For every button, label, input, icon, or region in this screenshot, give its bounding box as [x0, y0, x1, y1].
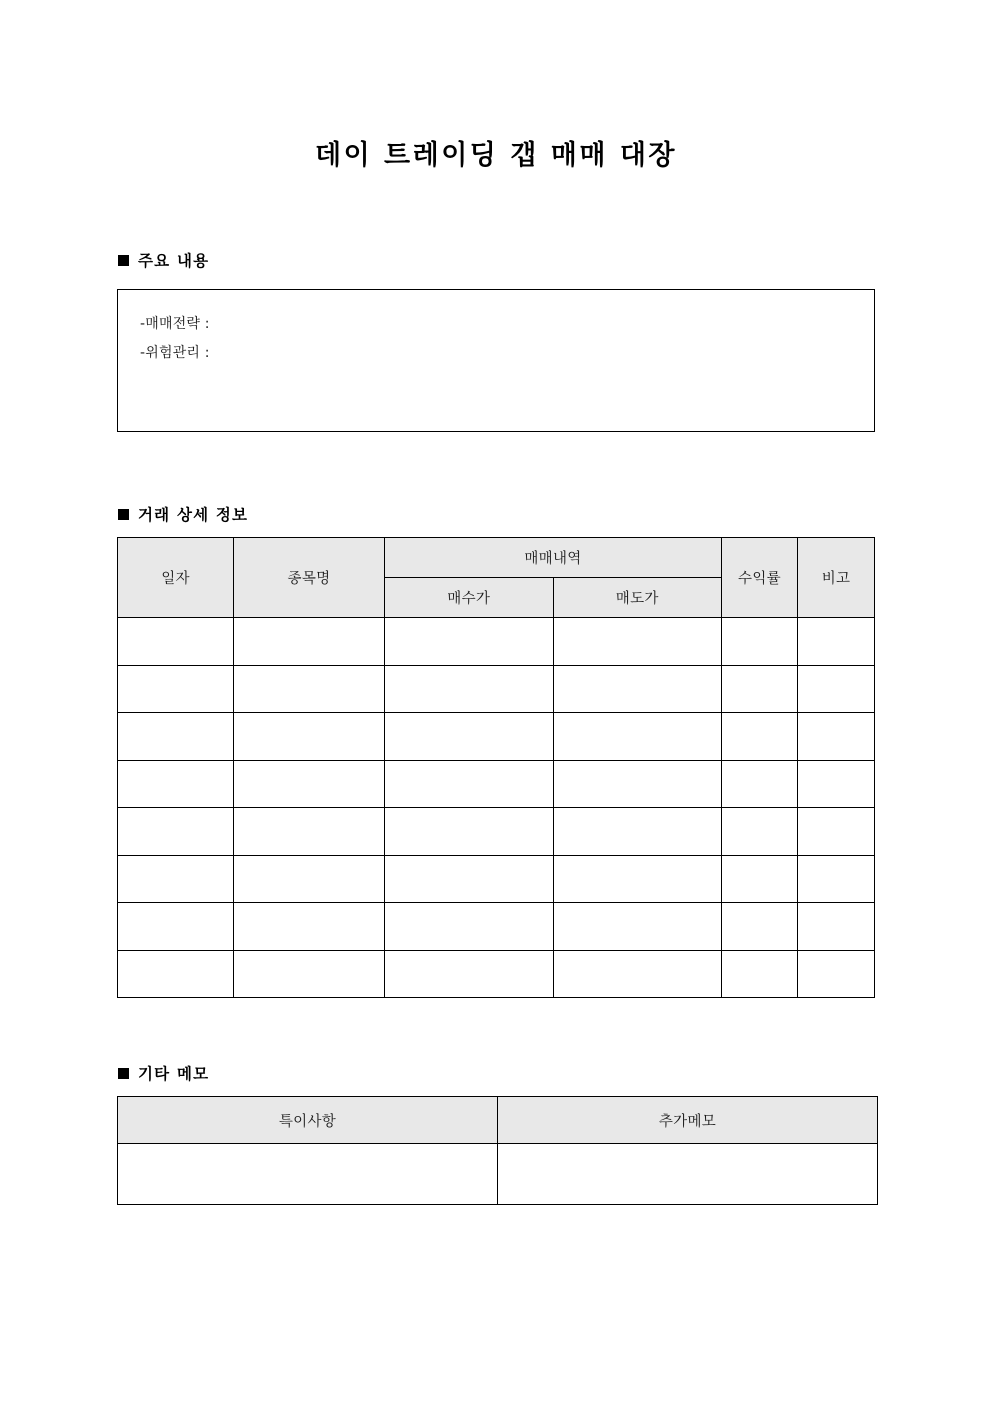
- table-header-row-top: [118, 538, 875, 578]
- cell-buy-price[interactable]: [385, 855, 554, 903]
- cell-return-rate[interactable]: [722, 950, 798, 998]
- cell-return-rate[interactable]: [722, 903, 798, 951]
- cell-stock-name[interactable]: [234, 665, 385, 713]
- table-row: [118, 808, 875, 856]
- cell-sell-price[interactable]: [553, 665, 722, 713]
- cell-sell-price[interactable]: [553, 950, 722, 998]
- table-row: [118, 950, 875, 998]
- cell-note[interactable]: [798, 903, 875, 951]
- cell-return-rate[interactable]: [722, 713, 798, 761]
- cell-note[interactable]: [798, 713, 875, 761]
- trade-detail-table: [117, 537, 875, 998]
- cell-stock-name[interactable]: [234, 950, 385, 998]
- column-header-trade-history: 매매내역: [385, 538, 722, 578]
- square-bullet-icon: [118, 1068, 129, 1079]
- memo-table-head: [118, 1097, 878, 1144]
- cell-sell-price[interactable]: [553, 855, 722, 903]
- cell-date[interactable]: [118, 760, 234, 808]
- cell-date[interactable]: [118, 903, 234, 951]
- cell-date[interactable]: [118, 665, 234, 713]
- cell-return-rate[interactable]: [722, 808, 798, 856]
- cell-date[interactable]: [118, 950, 234, 998]
- cell-return-rate[interactable]: [722, 618, 798, 666]
- cell-buy-price[interactable]: [385, 950, 554, 998]
- cell-stock-name[interactable]: [234, 808, 385, 856]
- cell-stock-name[interactable]: [234, 903, 385, 951]
- table-row: [118, 665, 875, 713]
- cell-return-rate[interactable]: [722, 760, 798, 808]
- cell-note[interactable]: [798, 760, 875, 808]
- section-heading-overview-label: 주요 내용: [138, 252, 210, 270]
- section-heading-trade-detail: [118, 503, 248, 525]
- column-header-date: 일자: [118, 538, 234, 618]
- overview-line-strategy: -매매전략 :: [140, 316, 210, 332]
- column-header-additional-memo: 추가메모: [498, 1097, 878, 1144]
- cell-note[interactable]: [798, 950, 875, 998]
- section-heading-memo: [118, 1062, 209, 1084]
- trade-table-head: [118, 538, 875, 618]
- table-row: [118, 855, 875, 903]
- cell-note[interactable]: [798, 808, 875, 856]
- cell-buy-price[interactable]: [385, 665, 554, 713]
- cell-stock-name[interactable]: [234, 855, 385, 903]
- cell-sell-price[interactable]: [553, 903, 722, 951]
- section-heading-overview: [118, 249, 209, 271]
- cell-buy-price[interactable]: [385, 760, 554, 808]
- cell-return-rate[interactable]: [722, 855, 798, 903]
- memo-table: [117, 1096, 878, 1205]
- section-heading-trade-detail-label: 거래 상세 정보: [138, 506, 249, 524]
- cell-stock-name[interactable]: [234, 760, 385, 808]
- table-row: [118, 713, 875, 761]
- cell-sell-price[interactable]: [553, 760, 722, 808]
- overview-line-risk: -위험관리 :: [140, 345, 210, 361]
- square-bullet-icon: [118, 509, 129, 520]
- cell-additional-memo[interactable]: [498, 1144, 878, 1205]
- square-bullet-icon: [118, 255, 129, 266]
- column-header-note: 비고: [798, 538, 875, 618]
- table-row: [118, 760, 875, 808]
- cell-sell-price[interactable]: [553, 618, 722, 666]
- column-header-buy-price: 매수가: [385, 578, 554, 618]
- cell-special-notes[interactable]: [118, 1144, 498, 1205]
- table-row: [118, 903, 875, 951]
- cell-note[interactable]: [798, 665, 875, 713]
- section-heading-memo-label: 기타 메모: [138, 1065, 210, 1083]
- table-header-row: [118, 1097, 878, 1144]
- table-row: [118, 1144, 878, 1205]
- cell-date[interactable]: [118, 855, 234, 903]
- cell-buy-price[interactable]: [385, 713, 554, 761]
- trade-table-body: [118, 618, 875, 998]
- cell-note[interactable]: [798, 855, 875, 903]
- column-header-stock-name: 종목명: [234, 538, 385, 618]
- cell-date[interactable]: [118, 618, 234, 666]
- table-row: [118, 618, 875, 666]
- overview-textbox[interactable]: [117, 289, 875, 432]
- cell-stock-name[interactable]: [234, 713, 385, 761]
- cell-buy-price[interactable]: [385, 618, 554, 666]
- cell-sell-price[interactable]: [553, 808, 722, 856]
- cell-date[interactable]: [118, 808, 234, 856]
- column-header-sell-price: 매도가: [553, 578, 722, 618]
- cell-buy-price[interactable]: [385, 903, 554, 951]
- cell-sell-price[interactable]: [553, 713, 722, 761]
- page-title: 데이 트레이딩 갭 매매 대장: [314, 140, 677, 171]
- cell-date[interactable]: [118, 713, 234, 761]
- cell-return-rate[interactable]: [722, 665, 798, 713]
- column-header-return-rate: 수익률: [722, 538, 798, 618]
- overview-lines: [140, 310, 210, 368]
- memo-table-body: [118, 1144, 878, 1205]
- cell-note[interactable]: [798, 618, 875, 666]
- cell-stock-name[interactable]: [234, 618, 385, 666]
- column-header-special-notes: 특이사항: [118, 1097, 498, 1144]
- cell-buy-price[interactable]: [385, 808, 554, 856]
